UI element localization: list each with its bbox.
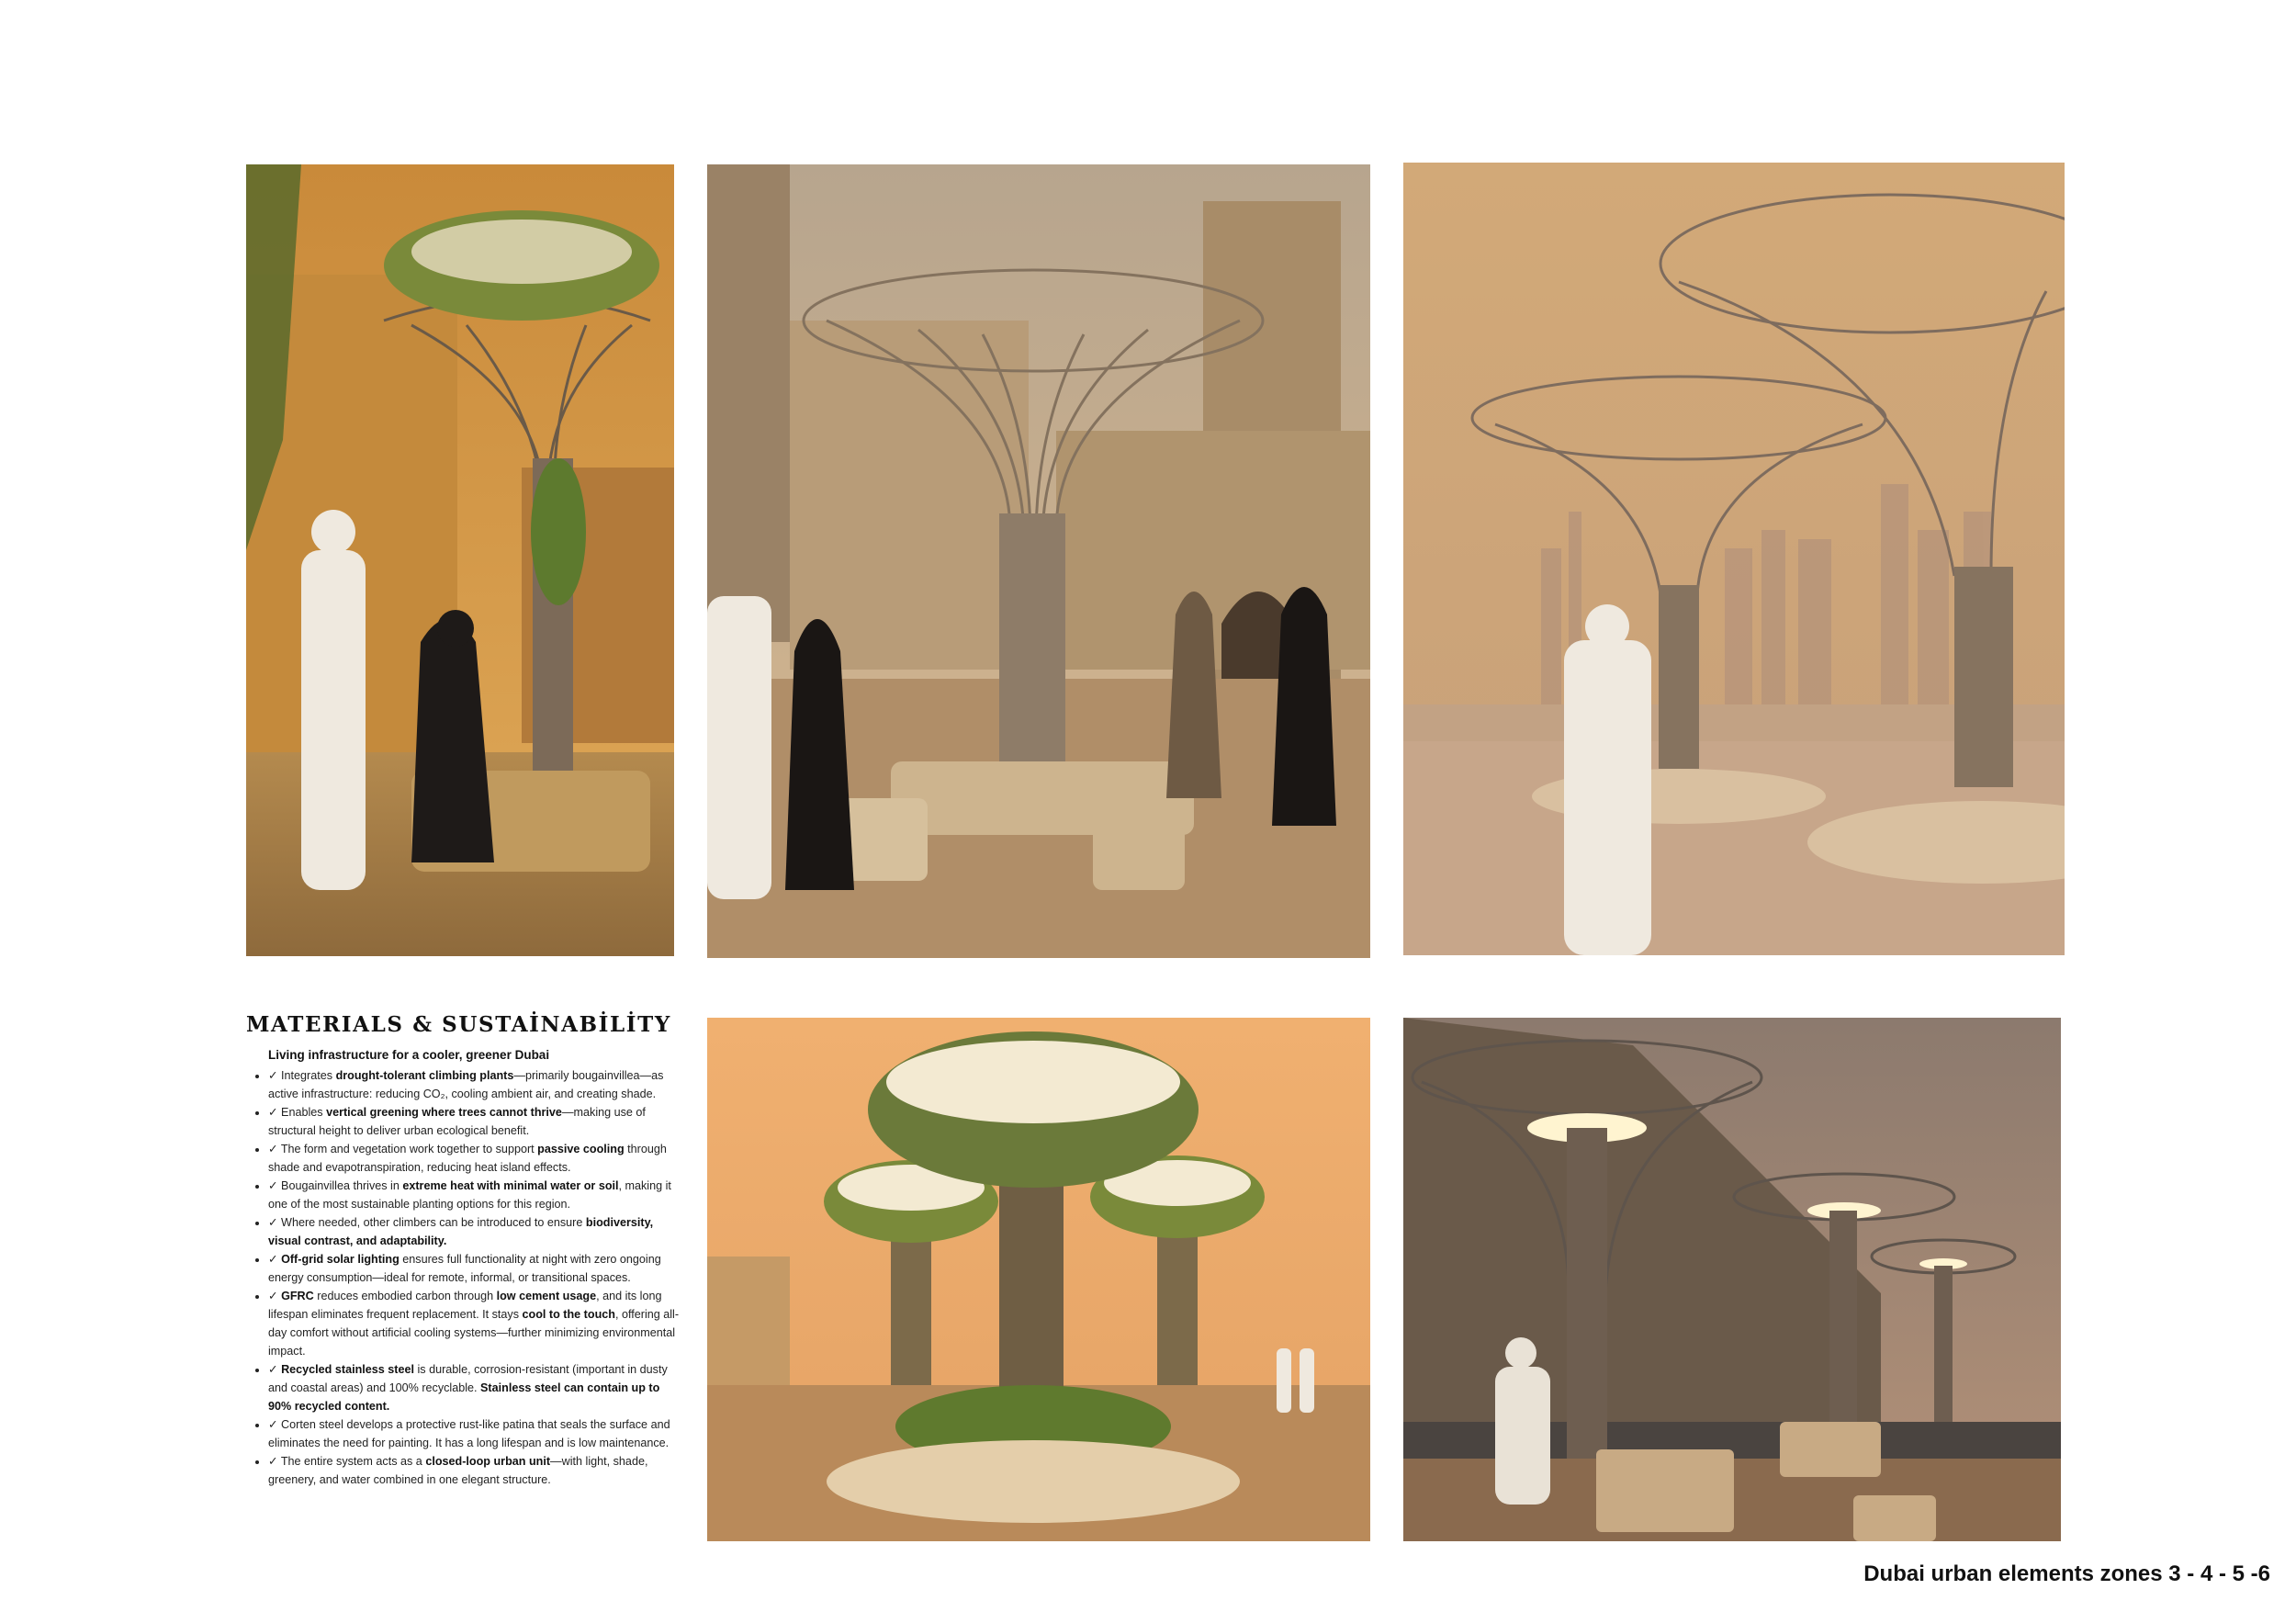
bullet-bold-text: GFRC [281,1290,314,1302]
bullet-text: —primarily bougainvillea—as active infrastructure: reducing CO₂, cooling ambient air, and creating shade. [268,1069,664,1100]
bullet-bold-text: biodiversity, visual contrast, and adaptability. [268,1216,654,1247]
bullet-item [268,1140,685,1177]
bullet-text: ✓ Where needed, other climbers can be introduced to ensure [268,1216,586,1229]
bullet-text: —making use of structural height to deliver urban ecological benefit. [268,1106,646,1137]
bullet-text: , offering all-day comfort without artificial cooling systems—further minimizing environmental impact. [268,1308,680,1358]
bullet-bold-text: vertical greening where trees cannot thrive [326,1106,562,1119]
bullet-text: ✓ Enables [268,1106,327,1119]
bullet-item [268,1177,685,1213]
bullet-text: ✓ The entire system acts as a [268,1455,426,1468]
bullet-item [268,1213,685,1250]
bullet-bold-text: cool to the touch [522,1308,615,1321]
bullet-text: ✓ Bougainvillea thrives in [268,1179,403,1192]
bullet-bold-text: low cement usage [496,1290,597,1302]
bullet-item [268,1452,685,1489]
page-footer-title: Dubai urban elements zones 3 - 4 - 5 -6 [1863,1561,2270,1586]
scene-waterfront-skyline-canopies [1403,163,2065,955]
bullet-text: is durable, corrosion-resistant (important in dusty and coastal areas) and 100% recyclable. [268,1363,668,1394]
scene-flowering-canopy-cluster [707,1018,1370,1541]
bullet-bold-text: passive cooling [537,1143,625,1155]
bullet-bold-text: Recycled stainless steel [281,1363,414,1376]
bullet-bold-text: Stainless steel can contain up to 90% recycled content. [268,1381,660,1413]
bullet-item [268,1360,685,1415]
bullet-item [268,1103,685,1140]
bullet-text: ensures full functionality at night with zero ongoing energy consumption—ideal for remote, informal, or transitional spaces. [268,1253,661,1284]
bullet-bold-text: extreme heat with minimal water or soil [402,1179,619,1192]
bullet-text: ✓ [268,1253,282,1266]
bullet-bold-text: closed-loop urban unit [425,1455,551,1468]
materials-sustainability-section [246,1012,685,1489]
scene-heritage-plaza-canopy [707,164,1370,958]
bullet-text: ✓ The form and vegetation work together to support [268,1143,538,1155]
bullet-text: ✓ [268,1363,282,1376]
bullet-item [268,1250,685,1287]
scene-courtyard-vegetated-canopy [246,164,674,956]
bullet-item [268,1066,685,1103]
bullet-text: through shade and evapotranspiration, reducing heat island effects. [268,1143,667,1174]
bullet-item [268,1287,685,1360]
sustainability-bullet-list [246,1066,685,1489]
bullet-item [268,1415,685,1452]
bullet-text: , and its long lifespan eliminates frequent replacement. It stays [268,1290,662,1321]
bullet-text: ✓ Integrates [268,1069,336,1082]
scene-street-solar-lit-canopies [1403,1018,2061,1541]
bullet-text: reduces embodied carbon through [313,1290,497,1302]
bullet-bold-text: drought-tolerant climbing plants [335,1069,514,1082]
bullet-text: ✓ [268,1290,282,1302]
section-subtitle: Living infrastructure for a cooler, greener Dubai [268,1048,550,1062]
bullet-text: , making it one of the most sustainable planting options for this region. [268,1179,671,1211]
section-heading: MATERIALS & SUSTAİNABİLİTY [246,1012,671,1037]
bullet-bold-text: Off-grid solar lighting [281,1253,400,1266]
bullet-text: —with light, shade, greenery, and water combined in one elegant structure. [268,1455,648,1486]
bullet-text: ✓ Corten steel develops a protective rust-like patina that seals the surface and eliminates the need for painting. It has a long lifespan and is low maintenance. [268,1418,670,1449]
